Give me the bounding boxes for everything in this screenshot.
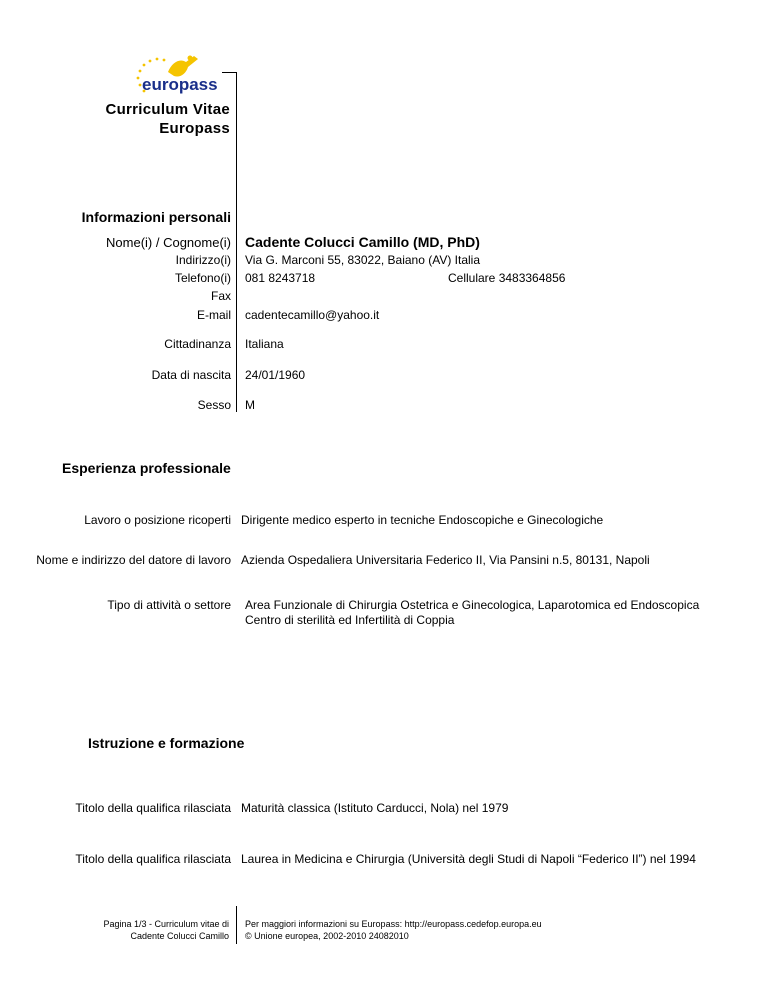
birthdate-label: Data di nascita <box>151 368 231 382</box>
position-label: Lavoro o posizione ricoperti <box>84 513 231 527</box>
cv-title <box>105 100 230 138</box>
name-label: Nome(i) / Cognome(i) <box>106 235 231 250</box>
activity-label: Tipo di attività o settore <box>107 598 231 612</box>
email-label: E-mail <box>196 308 231 322</box>
sex-value: M <box>245 398 255 412</box>
qualification-label: Titolo della qualifica rilasciata <box>75 801 231 815</box>
cv-title-line2: Europass <box>159 120 230 137</box>
citizenship-value: Italiana <box>245 337 284 351</box>
email-value: cadentecamillo@yahoo.it <box>245 308 380 322</box>
name-value: Cadente Colucci Camillo (MD, PhD) <box>245 234 480 250</box>
address-value: Via G. Marconi 55, 83022, Baiano (AV) Italia <box>245 253 481 267</box>
figure-icon <box>168 56 198 77</box>
main-divider <box>236 72 237 412</box>
phone-value: 081 8243718 <box>245 271 316 285</box>
citizenship-label: Cittadinanza <box>164 337 231 351</box>
section-experience-title: Esperienza professionale <box>62 460 231 476</box>
employer-value: Azienda Ospedaliera Universitaria Federico II, Via Pansini n.5, 80131, Napoli <box>241 553 650 567</box>
address-label: Indirizzo(i) <box>175 253 231 267</box>
footer-divider <box>236 906 237 944</box>
europass-logo <box>128 52 218 96</box>
footer-page-info <box>103 918 229 942</box>
section-education-title: Istruzione e formazione <box>88 735 245 751</box>
mobile-value: Cellulare 3483364856 <box>448 271 566 285</box>
activity-value: Area Funzionale di Chirurgia Ostetrica e Ginecologica, Laparotomica ed Endoscopica Centro di sterilità ed Infertilità di Coppia <box>245 598 700 627</box>
fax-label: Fax <box>210 289 231 303</box>
footer-info-line2: © Unione europea, 2002-2010 24082010 <box>245 931 409 941</box>
footer-page-line2: Cadente Colucci Camillo <box>130 931 229 941</box>
footer-page-line1: Pagina 1/3 - Curriculum vitae di <box>103 919 229 929</box>
cv-title-line1: Curriculum Vitae <box>105 101 230 118</box>
qualification-label: Titolo della qualifica rilasciata <box>75 852 231 866</box>
birthdate-value: 24/01/1960 <box>245 368 306 382</box>
footer-info-line1: Per maggiori informazioni su Europass: http://europass.cedefop.europa.eu <box>245 919 542 929</box>
phone-label: Telefono(i) <box>174 271 231 285</box>
footer-europass-info <box>245 918 542 942</box>
qualification-value: Laurea in Medicina e Chirurgia (Università degli Studi di Napoli “Federico II”) nel 1994 <box>241 852 696 866</box>
logo-text: europass <box>142 75 218 94</box>
section-personal-title: Informazioni personali <box>81 209 231 225</box>
qualification-value: Maturità classica (Istituto Carducci, Nola) nel 1979 <box>241 801 509 815</box>
sex-label: Sesso <box>197 398 231 412</box>
logo-bracket <box>222 72 236 73</box>
employer-label: Nome e indirizzo del datore di lavoro <box>36 553 231 567</box>
position-value: Dirigente medico esperto in tecniche Endoscopiche e Ginecologiche <box>241 513 604 527</box>
